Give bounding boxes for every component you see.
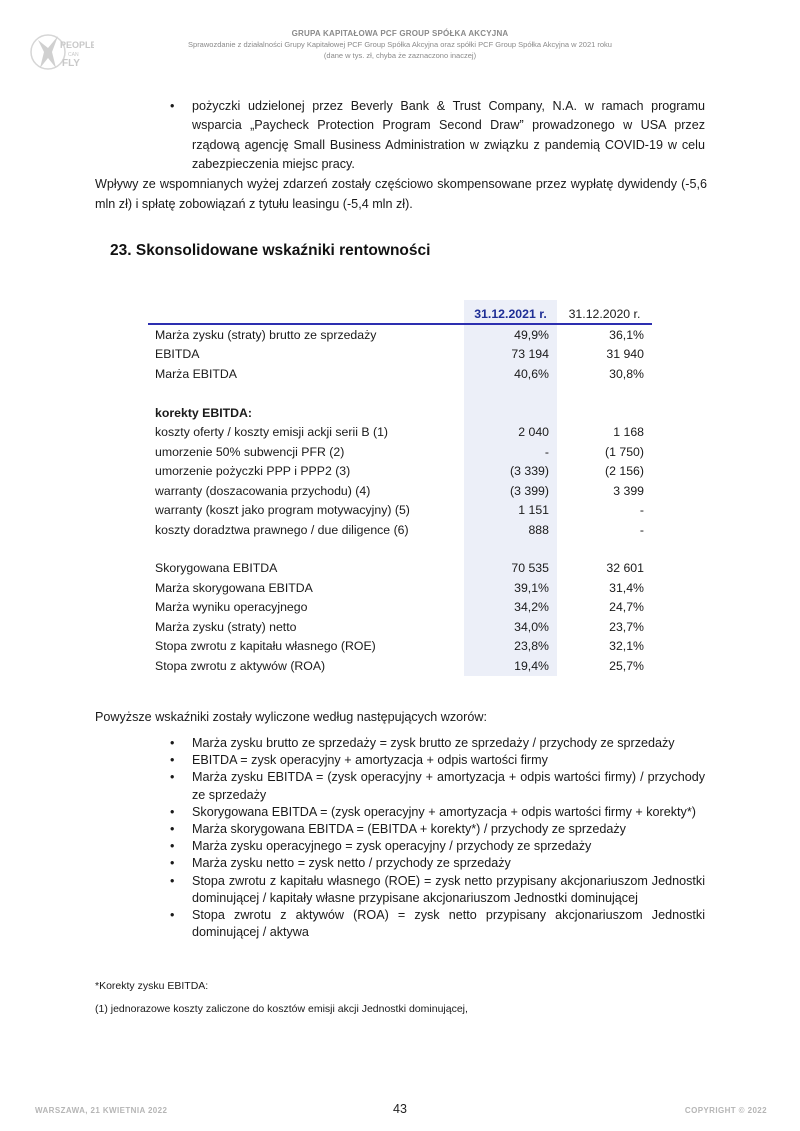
row-label: Marża zysku (straty) netto	[155, 619, 297, 634]
bullet-icon: •	[170, 839, 175, 854]
row-label: warranty (koszt jako program motywacyjny) (5)	[155, 503, 410, 518]
list-item	[170, 838, 705, 855]
row-label: koszty doradztwa prawnego / due diligence (6)	[155, 522, 409, 537]
row-label: Marża skorygowana EBITDA	[155, 580, 313, 595]
table-row	[148, 345, 652, 365]
list-item	[170, 769, 705, 803]
header-divider	[148, 323, 652, 325]
row-value-2021: 1 151	[518, 503, 549, 518]
list-item	[170, 855, 705, 872]
table-row	[148, 521, 652, 541]
bullet-text: pożyczki udzielonej przez Beverly Bank & Trust Company, N.A. w ramach programu wsparcia „Paycheck Protection Program Second Draw” prowadzonego w USA przez rządową agencję Small Business Administration w związku z pandemią COVID-19 w celu zabezpieczenia miejsc pracy.	[192, 99, 705, 171]
row-value-2020: (1 750)	[605, 444, 644, 459]
formula-text: Marża zysku EBITDA = (zysk operacyjny + amortyzacja + odpis wartości firmy) / przychody ze sprzedaży	[192, 770, 705, 802]
bullet-icon: •	[170, 99, 175, 113]
row-label: koszty oferty / koszty emisji ackji serii B (1)	[155, 425, 389, 440]
row-label: umorzenie pożyczki PPP i PPP2 (3)	[155, 464, 351, 479]
row-value-2020: 31 940	[606, 347, 644, 362]
row-value-2020: 24,7%	[609, 600, 644, 615]
table-header	[148, 304, 652, 324]
row-value-2021: 23,8%	[514, 639, 549, 654]
table-row	[148, 365, 652, 385]
formula-text: Marża skorygowana EBITDA = (EBITDA + korekty*) / przychody ze sprzedaży	[192, 822, 626, 837]
row-value-2021: 19,4%	[514, 658, 549, 673]
row-label: EBITDA	[155, 347, 200, 362]
note-item: (1) jednorazowe koszty zaliczone do kosztów emisji akcji Jednostki dominującej,	[95, 1003, 468, 1015]
page-number: 43	[393, 1102, 407, 1116]
table-row	[148, 618, 652, 638]
logo-text-people: PEOPLE	[60, 40, 94, 50]
logo-text-fly: FLY	[62, 58, 80, 69]
row-label: korekty EBITDA:	[155, 405, 253, 420]
formula-list	[170, 735, 705, 941]
row-value-2020: 23,7%	[609, 619, 644, 634]
row-value-2021: 888	[528, 522, 549, 537]
table-row	[148, 540, 652, 560]
table-row	[148, 384, 652, 404]
note-title: *Korekty zysku EBITDA:	[95, 980, 209, 992]
header-units: (dane w tys. zł, chyba że zaznaczono inaczej)	[323, 51, 477, 60]
row-value-2021: 39,1%	[514, 580, 549, 595]
table-row	[148, 579, 652, 599]
page-header	[140, 28, 660, 61]
table-row	[148, 657, 652, 677]
formula-text: EBITDA = zysk operacyjny + amortyzacja + odpis wartości firmy	[192, 753, 548, 768]
list-item	[170, 804, 705, 821]
bullet-icon: •	[170, 873, 175, 888]
header-company: GRUPA KAPITAŁOWA PCF GROUP SPÓŁKA AKCYJNA	[291, 29, 509, 38]
formula-text: Marża zysku brutto ze sprzedaży = zysk brutto ze sprzedaży / przychody ze sprzedaży	[192, 736, 675, 750]
row-value-2020: (2 156)	[605, 464, 644, 479]
table-row	[148, 326, 652, 346]
row-value-2020: -	[639, 522, 644, 537]
row-label: warranty (doszacowania przychodu) (4)	[155, 483, 371, 498]
header-col-2021: 31.12.2021 r.	[474, 307, 547, 321]
table-row	[148, 443, 652, 463]
bullet-icon: •	[170, 753, 175, 768]
table-row	[148, 404, 652, 424]
table-row	[148, 637, 652, 657]
bullet-icon: •	[170, 822, 175, 837]
formula-text: Stopa zwrotu z aktywów (ROA) = zysk netto przypisany akcjonariuszom Jednostki dominującej / aktywa	[192, 908, 705, 940]
row-value-2021: 34,2%	[514, 600, 549, 615]
logo-text-can: CAN	[68, 52, 79, 58]
row-value-2020: 32 601	[606, 561, 644, 576]
row-value-2020: 30,8%	[609, 366, 644, 381]
row-value-2021: 34,0%	[514, 619, 549, 634]
row-value-2021: 73 194	[511, 347, 549, 362]
list-item	[170, 821, 705, 838]
header-col-2020: 31.12.2020 r.	[568, 307, 641, 321]
table-row	[148, 423, 652, 443]
table-row	[148, 462, 652, 482]
table-row	[148, 598, 652, 618]
row-value-2020: -	[639, 503, 644, 518]
list-item	[170, 97, 705, 174]
row-value-2021: 49,9%	[514, 328, 549, 342]
row-value-2021: (3 339)	[510, 464, 549, 479]
row-label: Stopa zwrotu z kapitału własnego (ROE)	[155, 639, 376, 654]
formula-text: Skorygowana EBITDA = (zysk operacyjny + amortyzacja + odpis wartości firmy + korekty*)	[192, 804, 696, 819]
row-value-2020: 32,1%	[609, 639, 644, 654]
intro-bullet-list	[170, 97, 705, 174]
section-title: 23. Skonsolidowane wskaźniki rentowności	[110, 242, 431, 259]
row-value-2021: 70 535	[511, 561, 549, 576]
table-row	[148, 559, 652, 579]
row-value-2020: 25,7%	[609, 658, 644, 673]
row-value-2021: 40,6%	[514, 366, 549, 381]
formula-text: Marża zysku operacyjnego = zysk operacyjny / przychody ze sprzedaży	[192, 839, 592, 854]
bullet-icon: •	[170, 856, 175, 871]
footer-copyright: COPYRIGHT © 2022	[684, 1106, 767, 1115]
body-paragraph: Wpływy ze wspomnianych wyżej zdarzeń zostały częściowo skompensowane przez wypłatę dywidendy (-5,6 mln zł) i spłatę zobowiązań z tytułu leasingu (-5,4 mln zł).	[95, 177, 707, 211]
row-label: Marża EBITDA	[155, 366, 237, 381]
row-label: Marża wyniku operacyjnego	[155, 600, 308, 615]
row-value-2020: 36,1%	[609, 328, 644, 342]
list-item	[170, 873, 705, 907]
formula-text: Marża zysku netto = zysk netto / przychody ze sprzedaży	[192, 856, 511, 871]
bullet-icon: •	[170, 804, 175, 819]
formula-intro: Powyższe wskaźniki zostały wyliczone według następujących wzorów:	[95, 710, 487, 724]
list-item	[170, 907, 705, 941]
list-item	[170, 735, 705, 752]
table-row	[148, 482, 652, 502]
company-logo	[28, 22, 94, 80]
bullet-icon: •	[170, 908, 175, 923]
footer-date: WARSZAWA, 21 KWIETNIA 2022	[35, 1106, 168, 1115]
row-label: Stopa zwrotu z aktywów (ROA)	[155, 658, 326, 673]
row-value-2021: -	[544, 444, 549, 459]
row-value-2020: 1 168	[613, 425, 644, 440]
row-label: umorzenie 50% subwencji PFR (2)	[155, 444, 345, 459]
bullet-icon: •	[170, 770, 175, 785]
row-label: Skorygowana EBITDA	[155, 561, 278, 576]
header-report: Sprawozdanie z działalności Grupy Kapitałowej PCF Group Spółka Akcyjna oraz spółki PCF Group Spółka Akcyjna w 2021 roku	[188, 40, 612, 49]
row-value-2021: 2 040	[518, 425, 549, 440]
row-value-2020: 31,4%	[609, 580, 644, 595]
row-value-2021: (3 399)	[510, 483, 549, 498]
table-row	[148, 501, 652, 521]
bullet-icon: •	[170, 736, 175, 750]
row-label: Marża zysku (straty) brutto ze sprzedaży	[155, 328, 377, 342]
formula-text: Stopa zwrotu z kapitału własnego (ROE) = zysk netto przypisany akcjonariuszom Jednostki dominującej / kapitały własne przypisane akcjonariuszom Jednostki dominującej	[192, 873, 705, 905]
list-item	[170, 752, 705, 769]
row-value-2020: 3 399	[613, 483, 644, 498]
